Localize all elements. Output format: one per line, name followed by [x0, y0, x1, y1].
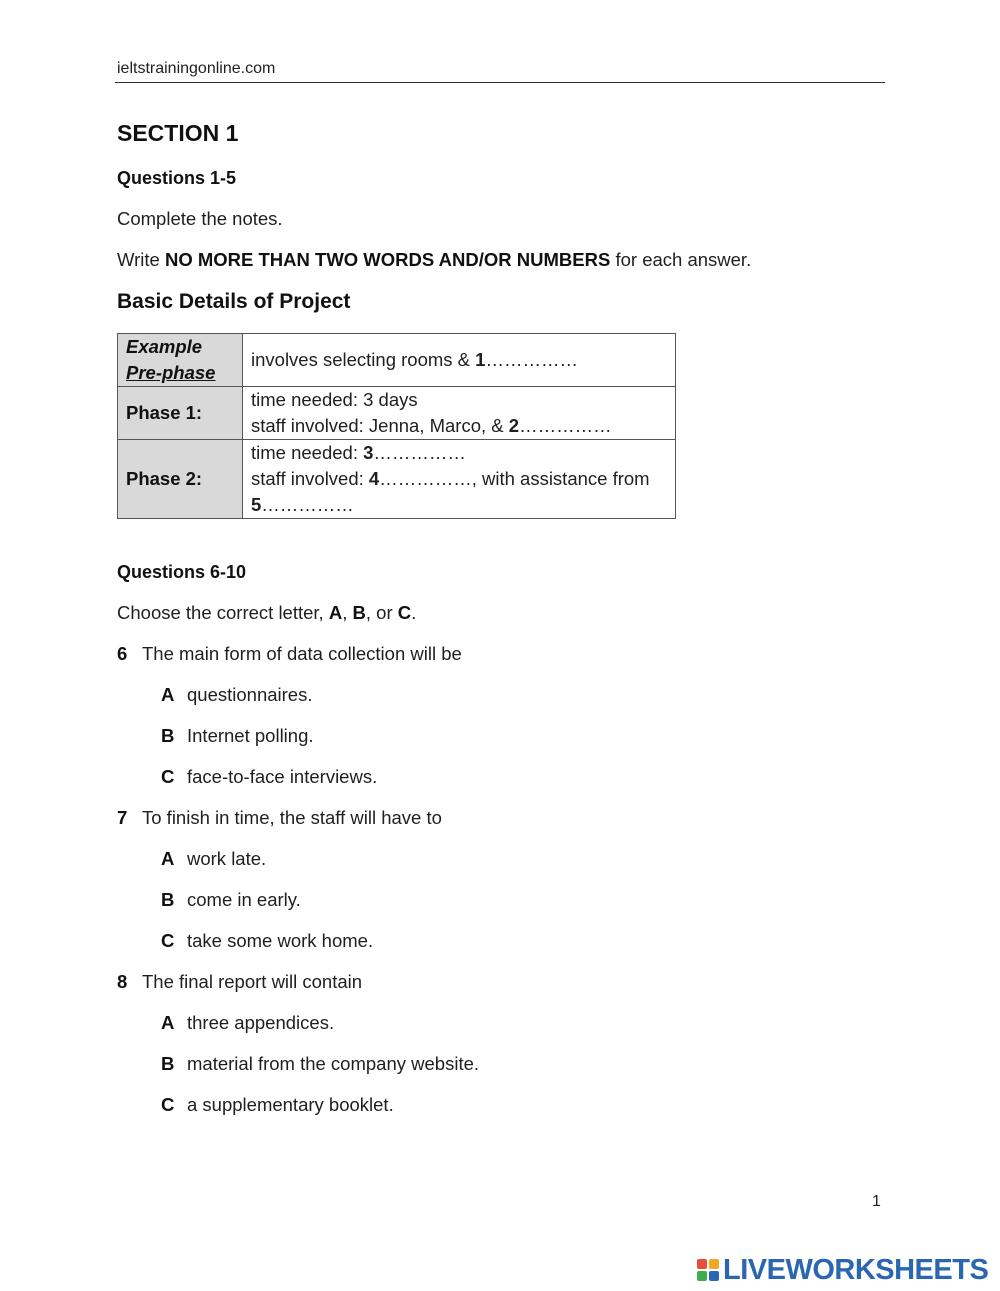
logo-square — [709, 1271, 719, 1281]
answer-blank: …………… — [261, 494, 354, 515]
logo-text: LIVEWORKSHEETS — [723, 1253, 989, 1286]
liveworksheets-logo[interactable] — [697, 1254, 988, 1286]
live-logo-icon — [697, 1259, 719, 1281]
row-content: involves selecting rooms & 1…………… — [243, 334, 676, 387]
option-7b: B come in early. — [161, 889, 301, 910]
table-row — [118, 334, 676, 387]
option-6c: C face-to-face interviews. — [161, 766, 378, 787]
section-title: SECTION 1 — [117, 120, 239, 146]
option-8b: B material from the company website. — [161, 1053, 480, 1074]
option-6a: A questionnaires. — [161, 684, 313, 705]
option-7c: C take some work home. — [161, 930, 374, 951]
instruction-complete-notes: Complete the notes. — [117, 208, 283, 229]
table-row — [118, 387, 676, 440]
question-7: 7 To finish in time, the staff will have to — [117, 807, 442, 828]
row-label-phase-2: Phase 2: — [118, 440, 243, 519]
option-6b: B Internet polling. — [161, 725, 314, 746]
notes-title: Basic Details of Project — [117, 290, 351, 313]
questions-1-5-heading: Questions 1-5 — [117, 168, 237, 188]
questions-6-10-heading: Questions 6-10 — [117, 562, 247, 582]
row-content: time needed: 3…………… staff involved: 4……………, with assistance from 5…………… — [243, 440, 676, 519]
option-8c: C a supplementary booklet. — [161, 1094, 394, 1115]
page-number: 1 — [872, 1193, 881, 1210]
option-7a: A work late. — [161, 848, 267, 869]
row-label-phase-1: Phase 1: — [118, 387, 243, 440]
row-label-example: Example Pre-phase — [118, 334, 243, 387]
choose-letter-instruction: Choose the correct letter, A, B, or C. — [117, 602, 417, 623]
table-row — [118, 440, 676, 519]
answer-blank: …………… — [379, 468, 472, 489]
question-6: 6 The main form of data collection will be — [117, 643, 462, 664]
notes-table — [117, 333, 676, 519]
logo-square — [697, 1259, 707, 1269]
logo-square — [697, 1271, 707, 1281]
header-divider — [115, 82, 885, 83]
answer-blank: …………… — [373, 442, 466, 463]
word-limit-instruction: Write NO MORE THAN TWO WORDS AND/OR NUMBERS for each answer. — [117, 249, 752, 270]
option-8a: A three appendices. — [161, 1012, 335, 1033]
answer-blank: …………… — [519, 415, 612, 436]
row-content: time needed: 3 days staff involved: Jenna, Marco, & 2…………… — [243, 387, 676, 440]
logo-square — [709, 1259, 719, 1269]
site-url: ieltstrainingonline.com — [117, 60, 276, 77]
question-8: 8 The final report will contain — [117, 971, 363, 992]
answer-blank: …………… — [485, 349, 578, 370]
